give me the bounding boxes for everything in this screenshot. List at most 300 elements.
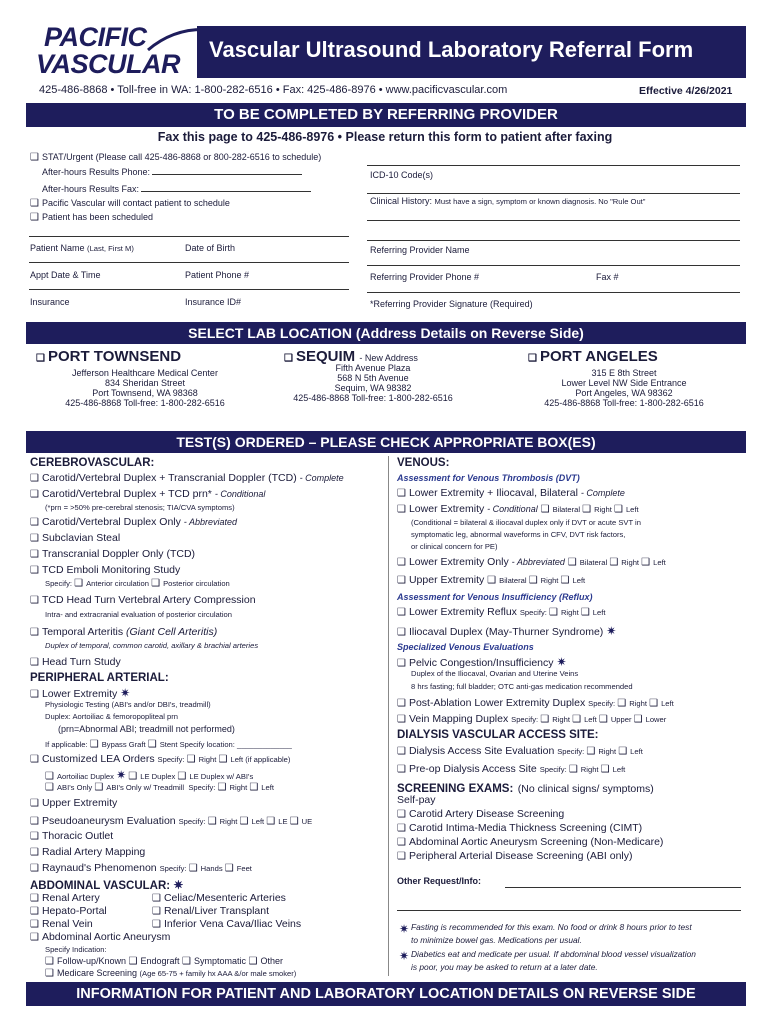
fasting-star-icon: ✷ xyxy=(399,922,410,936)
option-label: Left xyxy=(612,765,626,774)
title-bar xyxy=(197,26,746,78)
item-label: Radial Artery Mapping xyxy=(41,846,146,858)
venous-item-6[interactable] xyxy=(397,624,616,638)
fax-note: Fax this page to 425-486-8976 • Please return this form to patient after faxing xyxy=(157,130,613,144)
item-label: Carotid Artery Disease Screening xyxy=(408,808,565,820)
clinical-line-2 xyxy=(367,240,740,241)
item-label: TCD Head Turn Vertebral Artery Compression xyxy=(41,594,256,606)
location-name-text: SEQUIM xyxy=(295,348,356,365)
option-label: Left xyxy=(625,505,639,514)
peripheral-le-sub-1: Physiologic Testing (ABI's and/or DBI's, treadmill) xyxy=(45,700,211,709)
location-phone: 425-486-8868 Toll-free: 1-800-282-6516 xyxy=(293,393,453,403)
specify-label: Specify: xyxy=(45,579,73,588)
abdominal-renal-vein[interactable] xyxy=(30,918,93,930)
stent-checkbox[interactable] xyxy=(148,740,178,749)
venous-heading: VENOUS: xyxy=(397,457,450,469)
peripheral-le-sub-3: (prn=Abnormal ABI; treadmill not performed) xyxy=(58,724,235,734)
left-checkbox[interactable] xyxy=(649,699,674,708)
screening-note: (No clinical signs/ symptoms) xyxy=(517,783,654,795)
other-request-line-2[interactable] xyxy=(397,910,741,911)
after-hours-phone-label: After-hours Results Phone: xyxy=(42,167,151,177)
option-label: Follow-up/Known xyxy=(56,956,127,966)
location-line: 568 N 5th Avenue xyxy=(337,373,409,383)
column-divider xyxy=(388,456,389,976)
item-label: Celiac/Mesenteric Arteries xyxy=(163,892,286,904)
option-label: ABI's Only xyxy=(56,783,93,792)
venous-item-2-sub-1: (Conditional = bilateral & iliocaval duplex only if DVT or acute SVT in xyxy=(411,518,641,527)
item-label: Abdominal Aortic Aneurysm Screening (Non-Medicare) xyxy=(408,836,664,848)
note-fasting-line-2: to minimize bowel gas. Medications per usual. xyxy=(411,935,582,945)
item-label: Carotid/Vertebral Duplex Only xyxy=(41,516,181,528)
left-checkbox[interactable] xyxy=(581,608,606,617)
peripheral-ue[interactable] xyxy=(30,797,117,809)
icd-field[interactable]: ICD-10 Code(s) xyxy=(370,170,434,180)
other-request-line-1[interactable] xyxy=(505,887,741,888)
abdominal-aaa[interactable] xyxy=(30,931,170,943)
item-note: - Conditional xyxy=(487,504,538,514)
clinical-note: Must have a sign, symptom or known diagnosis. No "Rule Out" xyxy=(434,197,646,206)
fasting-star-icon: ✷ xyxy=(116,768,127,782)
item-label: Upper Extremity xyxy=(41,797,118,809)
reverse-side-banner-text: INFORMATION FOR PATIENT AND LABORATORY LOCATION DETAILS ON REVERSE SIDE xyxy=(76,986,696,1002)
cerebro-item-8[interactable] xyxy=(30,626,217,638)
left-checkbox[interactable] xyxy=(240,817,265,826)
provider-line-2 xyxy=(367,292,740,293)
patient-name-field[interactable] xyxy=(30,243,134,253)
note-diabetics-line-2: is poor, you may be asked to return at a later date. xyxy=(411,962,598,972)
item-label: Renal Artery xyxy=(41,892,100,904)
option-label: Left xyxy=(661,699,674,708)
option-label: Right xyxy=(594,505,612,514)
provider-signature-field[interactable]: *Referring Provider Signature (Required) xyxy=(370,299,533,309)
location-name xyxy=(508,348,740,365)
option-label: Right xyxy=(540,576,559,585)
item-label: Thoracic Outlet xyxy=(41,830,114,842)
abi-only-checkbox[interactable] xyxy=(45,783,92,792)
right-checkbox[interactable] xyxy=(617,699,647,708)
venous-item-2-sub-2: symptomatic leg, abnormal waveforms in CFV, DVT risk factors, xyxy=(411,530,626,539)
item-note: (Age 65-75 + family hx AAA &/or male smoker) xyxy=(139,969,297,978)
option-label: LE Duplex w/ ABI's xyxy=(189,772,254,781)
venous-item-3[interactable] xyxy=(397,556,666,568)
item-label: Pseudoaneurysm Evaluation xyxy=(41,815,176,827)
location-port-angeles[interactable] xyxy=(508,348,740,408)
venous-item-2[interactable] xyxy=(397,503,639,515)
specify-label: Specify: xyxy=(588,699,616,708)
option-label: Right xyxy=(621,558,640,567)
other-request-label: Other Request/Info: xyxy=(397,876,482,886)
option-label: Symptomatic xyxy=(194,956,247,966)
item-label: Subclavian Steal xyxy=(41,532,121,544)
item-label: Head Turn Study xyxy=(41,656,121,668)
cerebro-item-2[interactable] xyxy=(30,488,265,500)
option-label: LE xyxy=(278,817,288,826)
item-label: Raynaud's Phenomenon xyxy=(41,862,157,874)
feet-checkbox[interactable] xyxy=(225,864,252,873)
note-diabetics xyxy=(399,947,409,965)
abdominal-heading-text: ABDOMINAL VASCULAR: xyxy=(30,880,171,892)
item-label: Inferior Vena Cava/Iliac Veins xyxy=(163,918,302,930)
option-label: Left xyxy=(251,817,265,826)
cerebro-item-5[interactable] xyxy=(30,548,195,560)
peripheral-heading: PERIPHERAL ARTERIAL: xyxy=(30,672,169,684)
peripheral-raynaud[interactable] xyxy=(30,862,252,874)
cerebro-item-3[interactable] xyxy=(30,516,237,528)
followup-checkbox[interactable] xyxy=(45,956,126,966)
option-label: Bilateral xyxy=(552,505,581,514)
option-label: Left xyxy=(261,783,274,792)
peripheral-radial[interactable] xyxy=(30,846,145,858)
option-label: Hands xyxy=(200,864,223,873)
abdominal-indication-options xyxy=(45,956,283,967)
item-label: Temporal Arteritis xyxy=(41,626,124,638)
item-label: Pre-op Dialysis Access Site xyxy=(408,763,537,775)
option-label: ABI's Only w/ Treadmill xyxy=(106,783,185,792)
right-checkbox[interactable] xyxy=(549,608,579,617)
right-checkbox[interactable] xyxy=(582,505,612,514)
peripheral-lea-options-1 xyxy=(45,768,253,782)
abdominal-medicare[interactable] xyxy=(45,968,296,979)
lower-checkbox[interactable] xyxy=(634,715,667,724)
location-specify[interactable]: Specify location: _____________ xyxy=(179,740,292,749)
location-sequim[interactable] xyxy=(268,348,478,403)
option-label: Feet xyxy=(236,864,252,873)
option-label: Bilateral xyxy=(499,576,527,585)
item-label: Lower Extremity xyxy=(41,688,118,700)
fasting-star-icon: ✷ xyxy=(556,655,567,669)
location-phone: 425-486-8868 Toll-free: 1-800-282-6516 xyxy=(544,398,704,408)
item-label: TCD Emboli Monitoring Study xyxy=(41,564,181,576)
location-name xyxy=(30,348,260,365)
dvt-heading: Assessment for Venous Thrombosis (DVT) xyxy=(397,473,580,483)
venous-item-4[interactable] xyxy=(397,574,585,586)
option-label: Left xyxy=(653,558,666,567)
logo-top: PACIFIC xyxy=(44,22,147,52)
posterior-checkbox[interactable] xyxy=(151,579,230,588)
cerebro-item-2-sub: (*prn = >50% pre-cerebral stenosis; TIA/CVA symptoms) xyxy=(45,503,235,512)
right-checkbox[interactable] xyxy=(540,715,570,724)
patient-line-0 xyxy=(29,236,349,237)
item-label: Medicare Screening xyxy=(56,968,138,978)
specialized-heading: Specialized Venous Evaluations xyxy=(397,642,534,652)
item-label: Vein Mapping Duplex xyxy=(408,713,509,725)
insurance-id-field[interactable]: Insurance ID# xyxy=(185,297,242,307)
option-label: Lower xyxy=(645,715,667,724)
reflux-heading: Assessment for Venous Insufficiency (Reflux) xyxy=(397,592,593,602)
item-label: Customized LEA Orders xyxy=(41,753,155,765)
bypass-checkbox[interactable] xyxy=(90,740,146,749)
reverse-side-banner xyxy=(26,982,746,1006)
fasting-star-icon: ✷ xyxy=(173,878,184,892)
cerebro-item-8-sub: Duplex of temporal, common carotid, axillary & brachial arteries xyxy=(45,641,259,650)
option-label: Anterior circulation xyxy=(86,579,149,588)
option-label: Left xyxy=(630,747,643,756)
bilateral-checkbox[interactable] xyxy=(541,505,580,514)
location-name-text: PORT ANGELES xyxy=(539,348,658,365)
cerebro-item-6-specify xyxy=(45,578,230,589)
item-label: Iliocaval Duplex (May-Thurner Syndrome) xyxy=(408,626,604,638)
venous-item-7-sub-1: Duplex of the Iliocaval, Ovarian and Uterine Veins xyxy=(411,669,579,678)
le-checkbox[interactable] xyxy=(266,817,287,826)
venous-item-1[interactable] xyxy=(397,487,625,499)
dialysis-heading: DIALYSIS VASCULAR ACCESS SITE: xyxy=(397,729,599,741)
patient-line-2 xyxy=(29,289,349,290)
left-checkbox[interactable] xyxy=(641,558,666,567)
location-phone: 425-486-8868 Toll-free: 1-800-282-6516 xyxy=(65,398,225,408)
option-label: Right xyxy=(560,608,579,617)
venous-item-5[interactable] xyxy=(397,606,605,618)
other-checkbox[interactable] xyxy=(249,956,283,966)
option-label: Left xyxy=(584,715,597,724)
stat-checkbox[interactable] xyxy=(30,152,321,163)
option-label: Right xyxy=(629,699,647,708)
item-label: Carotid/Vertebral Duplex + Transcranial Doppler (TCD) xyxy=(41,472,297,484)
clinical-line-1 xyxy=(367,220,740,221)
left-checkbox[interactable] xyxy=(601,765,626,774)
option-label: Aortoiliac Duplex xyxy=(56,772,114,781)
item-label: Lower Extremity Only xyxy=(408,556,509,568)
insurance-field[interactable]: Insurance xyxy=(30,297,70,307)
bilateral-checkbox[interactable] xyxy=(487,576,526,585)
item-note: (Giant Cell Arteritis) xyxy=(126,626,218,638)
location-banner-text: SELECT LAB LOCATION (Address Details on Reverse Side) xyxy=(188,325,584,341)
le-duplex-abi-checkbox[interactable] xyxy=(177,772,253,781)
specify-label: Specify: xyxy=(157,755,185,764)
option-label: UE xyxy=(301,817,313,826)
option-label: Stent xyxy=(159,740,178,749)
option-label: Right xyxy=(229,783,248,792)
dialysis-item-1[interactable] xyxy=(397,745,643,757)
patient-name-label: Patient Name xyxy=(30,243,85,253)
abdominal-hepato[interactable] xyxy=(30,905,107,917)
item-label: Peripheral Arterial Disease Screening (ABI only) xyxy=(408,850,633,862)
upper-checkbox[interactable] xyxy=(599,715,632,724)
anterior-checkbox[interactable] xyxy=(74,579,149,588)
note-fasting-line-1: Fasting is recommended for this exam. No food or drink 8 hours prior to test xyxy=(411,922,692,932)
option-label: Right xyxy=(198,755,217,764)
clinical-history-field[interactable] xyxy=(370,196,645,206)
cerebro-item-4[interactable] xyxy=(30,532,120,544)
hands-checkbox[interactable] xyxy=(189,864,223,873)
specify-label: Specify: xyxy=(519,608,547,617)
item-label: Post-Ablation Lower Extremity Duplex xyxy=(408,697,586,709)
scheduled-label: Patient has been scheduled xyxy=(41,212,154,222)
left-checkbox[interactable] xyxy=(572,715,597,724)
option-label: Bypass Graft xyxy=(101,740,146,749)
cerebro-item-7[interactable] xyxy=(30,594,256,606)
item-label: Hepato-Portal xyxy=(41,905,107,917)
effective-date: Effective 4/26/2021 xyxy=(639,85,733,97)
dialysis-item-2[interactable] xyxy=(397,763,625,775)
screening-item-1[interactable] xyxy=(397,808,564,820)
peripheral-thoracic[interactable] xyxy=(30,830,113,842)
location-line: 834 Sheridan Street xyxy=(104,378,186,388)
fasting-star-icon: ✷ xyxy=(606,624,617,638)
peripheral-le-applicable xyxy=(45,739,292,750)
ue-checkbox[interactable] xyxy=(290,817,313,826)
item-label: Lower Extremity xyxy=(408,503,485,515)
option-label: Left (if applicable) xyxy=(230,755,291,764)
after-hours-fax-label: After-hours Results Fax: xyxy=(42,184,140,194)
option-label: Upper xyxy=(610,715,632,724)
item-label: Renal Vein xyxy=(41,918,93,930)
specify-label: Specify: xyxy=(178,817,206,826)
location-line: Sequim, WA 98382 xyxy=(334,383,412,393)
peripheral-lea-options-2 xyxy=(45,782,274,793)
location-banner xyxy=(26,322,746,344)
note-diabetics-line-1: Diabetics eat and medicate per usual. If abdominal blood vessel visualization xyxy=(411,949,696,959)
patient-line-1 xyxy=(29,262,349,263)
item-label: Pelvic Congestion/Insufficiency xyxy=(408,657,554,669)
right-checkbox[interactable] xyxy=(208,817,238,826)
pv-contact-label: Pacific Vascular will contact patient to schedule xyxy=(41,198,230,208)
cerebro-item-9[interactable] xyxy=(30,656,121,668)
icd-line xyxy=(367,193,740,194)
abdominal-indication: Specify Indication: xyxy=(45,945,107,954)
item-note: - Complete xyxy=(299,473,344,483)
left-checkbox[interactable] xyxy=(219,755,291,764)
right-checkbox[interactable] xyxy=(586,747,616,756)
abdominal-renal-liver[interactable] xyxy=(152,905,269,917)
logo xyxy=(36,24,192,82)
screening-selfpay: Self-pay xyxy=(397,794,436,806)
applicable-label: If applicable: xyxy=(45,740,88,749)
provider-fax-field[interactable]: Fax # xyxy=(596,272,619,282)
venous-item-7[interactable] xyxy=(397,655,567,669)
right-checkbox[interactable] xyxy=(187,755,217,764)
pv-contact-checkbox[interactable] xyxy=(30,198,230,209)
option-label: Bilateral xyxy=(579,558,608,567)
specify-label: Specify: xyxy=(557,747,585,756)
item-note: - Abbreviated xyxy=(183,517,237,527)
venous-item-2-sub-3: or clinical concern for PE) xyxy=(411,542,498,551)
option-label: Endograft xyxy=(140,956,180,966)
abdominal-celiac[interactable] xyxy=(152,892,286,904)
location-line: 315 E 8th Street xyxy=(591,368,657,378)
item-label: Dialysis Access Site Evaluation xyxy=(408,745,555,757)
abdominal-renal[interactable] xyxy=(30,892,100,904)
left-checkbox[interactable] xyxy=(561,576,586,585)
tests-banner-text: TEST(S) ORDERED – PLEASE CHECK APPROPRIATE BOX(ES) xyxy=(176,434,596,450)
cerebro-item-7-sub: Intra- and extracranial evaluation of posterior circulation xyxy=(45,610,232,619)
item-label: Carotid Intima-Media Thickness Screening (CIMT) xyxy=(408,822,643,834)
contact-line: 425-486-8868 • Toll-free in WA: 1-800-282-6516 • Fax: 425-486-8976 • www.pacificvascular.com xyxy=(39,84,508,96)
location-line: Jefferson Healthcare Medical Center xyxy=(72,368,218,378)
bilateral-checkbox[interactable] xyxy=(568,558,607,567)
item-note: - Complete xyxy=(580,488,625,498)
abdominal-ivc[interactable] xyxy=(152,918,301,930)
screening-item-4[interactable] xyxy=(397,850,633,862)
location-line: Port Townsend, WA 98368 xyxy=(92,388,198,398)
right-checkbox[interactable] xyxy=(218,783,248,792)
specify-label: Specify: xyxy=(188,783,216,792)
right-checkbox[interactable] xyxy=(529,576,559,585)
item-label: Abdominal Aortic Aneurysm xyxy=(41,931,171,943)
left-checkbox[interactable] xyxy=(618,747,643,756)
symptomatic-checkbox[interactable] xyxy=(182,956,246,966)
option-label: Posterior circulation xyxy=(163,579,230,588)
location-name-text: PORT TOWNSEND xyxy=(47,348,182,365)
peripheral-pseudo[interactable] xyxy=(30,815,312,827)
screening-heading-text: SCREENING EXAMS: xyxy=(397,783,514,795)
after-hours-phone[interactable] xyxy=(42,167,302,177)
item-label: Lower Extremity Reflux xyxy=(408,606,517,618)
icd-line-top xyxy=(367,165,740,166)
patient-phone-field[interactable]: Patient Phone # xyxy=(185,270,250,280)
peripheral-le[interactable] xyxy=(30,686,130,700)
left-checkbox[interactable] xyxy=(249,783,274,792)
location-note: - New Address xyxy=(359,353,418,363)
le-duplex-checkbox[interactable] xyxy=(128,772,175,781)
location-line: Port Angeles, WA 98362 xyxy=(575,388,673,398)
item-label: Upper Extremity xyxy=(408,574,485,586)
cerebro-item-1[interactable] xyxy=(30,472,344,484)
note-fasting xyxy=(399,920,409,938)
fasting-star-icon: ✷ xyxy=(399,949,410,963)
option-label: Right xyxy=(552,715,570,724)
item-note: - Conditional xyxy=(214,489,266,499)
cerebro-heading: CEREBROVASCULAR: xyxy=(30,457,155,469)
option-label: Right xyxy=(598,747,617,756)
cerebro-item-6[interactable] xyxy=(30,564,180,576)
item-label: Renal/Liver Transplant xyxy=(163,905,270,917)
screening-item-2[interactable] xyxy=(397,822,642,834)
item-note: - Abbreviated xyxy=(511,557,565,567)
specify-label: Specify: xyxy=(539,765,567,774)
venous-item-7-sub-2: 8 hrs fasting; full bladder; OTC anti-gas medication recommended xyxy=(411,682,633,691)
stat-label: STAT/Urgent (Please call 425-486-8868 or 800-282-6516 to schedule) xyxy=(41,152,322,162)
item-label: Lower Extremity + Iliocaval, Bilateral xyxy=(408,487,578,499)
option-label: Right xyxy=(580,765,599,774)
specify-label: Specify: xyxy=(159,864,187,873)
provider-banner-text: TO BE COMPLETED BY REFERRING PROVIDER xyxy=(214,106,558,123)
aortoiliac-checkbox[interactable] xyxy=(45,772,114,781)
tests-banner xyxy=(26,431,746,453)
right-checkbox[interactable] xyxy=(609,558,639,567)
location-port-townsend[interactable] xyxy=(30,348,260,408)
after-hours-fax[interactable] xyxy=(42,184,311,194)
venous-item-9[interactable] xyxy=(397,713,666,725)
provider-banner xyxy=(26,103,746,127)
location-line: Lower Level NW Side Entrance xyxy=(561,378,687,388)
left-checkbox[interactable] xyxy=(614,505,639,514)
abdominal-heading xyxy=(30,878,183,892)
endograft-checkbox[interactable] xyxy=(129,956,180,966)
scheduled-checkbox[interactable] xyxy=(30,212,153,223)
option-label: Left xyxy=(572,576,586,585)
clinical-label: Clinical History: xyxy=(370,196,433,206)
item-label: Transcranial Doppler Only (TCD) xyxy=(41,548,196,560)
dob-field[interactable]: Date of Birth xyxy=(185,243,236,253)
option-label: Right xyxy=(219,817,238,826)
option-label: LE Duplex xyxy=(140,772,176,781)
appt-field[interactable]: Appt Date & Time xyxy=(30,270,101,280)
page-title: Vascular Ultrasound Laboratory Referral Form xyxy=(209,37,694,62)
patient-name-note: (Last, First M) xyxy=(87,244,134,253)
option-label: Left xyxy=(592,608,606,617)
right-checkbox[interactable] xyxy=(569,765,599,774)
logo-bottom: VASCULAR xyxy=(36,49,180,79)
screening-item-3[interactable] xyxy=(397,836,663,848)
location-line: Fifth Avenue Plaza xyxy=(335,363,411,373)
specify-label: Specify: xyxy=(511,715,539,724)
provider-phone-field[interactable]: Referring Provider Phone # xyxy=(370,272,480,282)
peripheral-lea[interactable] xyxy=(30,753,290,765)
abi-treadmill-checkbox[interactable] xyxy=(94,783,184,792)
item-label: Carotid/Vertebral Duplex + TCD prn* xyxy=(41,488,212,500)
venous-item-8[interactable] xyxy=(397,697,674,709)
provider-name-field[interactable]: Referring Provider Name xyxy=(370,245,470,255)
